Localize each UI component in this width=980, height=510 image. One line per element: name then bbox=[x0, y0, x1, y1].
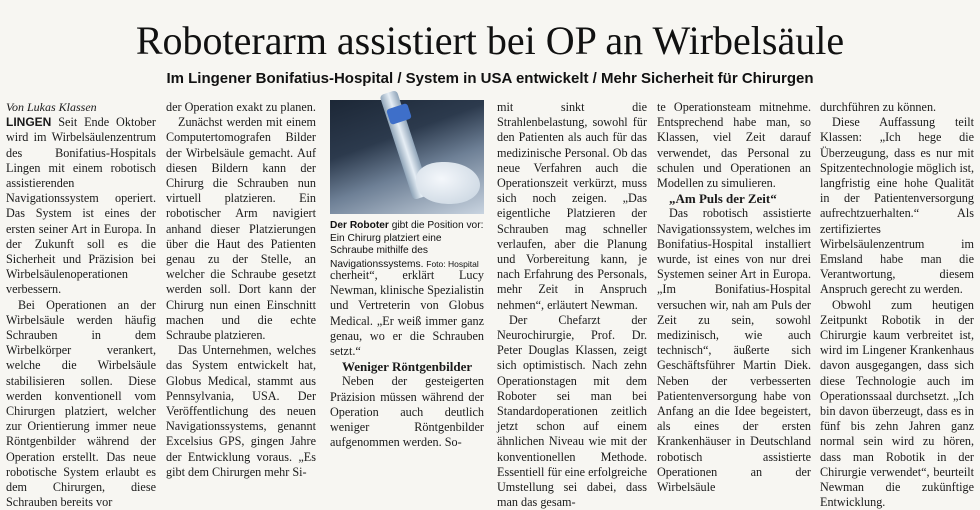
section-subtitle: „Am Puls der Zeit“ bbox=[669, 191, 777, 207]
paragraph: Das Unternehmen, welches das System entwickelt hat, Globus Medical, stammt aus Pennsylvania, USA. Der Veröffentlichung des neuen Navigationssystems, genannt Excelsius GPS, gingen Jahre der Entwicklung voraus. „Es gibt dem Chirurgen mehr Si- bbox=[166, 343, 316, 479]
paragraph: Der Chefarzt der Neurochirurgie, Prof. Dr. Peter Douglas Klassen, zeigt sich optimistisch. Nach zehn Operationstagen mit dem Roboter sei man bei Standardoperationen zeitlich jetzt schon auf einem ähnlichen Niveau wie mit der konventionellen Methode. Essentiell für eine erfolgreiche Umstellung sei dabei, dass man das gesam- bbox=[497, 312, 647, 510]
byline: Von Lukas Klassen bbox=[6, 100, 97, 114]
surgeon-glove-shape bbox=[416, 162, 480, 204]
paragraph: te Operationsteam mitnehme. Entsprechend habe man, so Klassen, viel Zeit darauf verwendet, das Personal zu schulen und Operationen an Modellen zu simulieren. bbox=[657, 100, 811, 191]
article-column-6 bbox=[820, 100, 975, 510]
paragraph: Bei Operationen an der Wirbelsäule werden häufig Schrauben in dem Wirbelkörper verankert, welche die Wirbelsäule stabilisieren sollen. Diese werden konventionell vom Chirurgen platziert, welcher zur Orientierung immer neue Röntgenbilder während der Operation erstellt. Das neue robotische System erlaubt es dem Chirurgen, diese Schrauben bereits vor bbox=[6, 297, 156, 510]
paragraph: Obwohl zum heutigen Zeitpunkt Robotik in der Chirurgie kaum verbreitet ist, wird im Lingener Krankenhaus davon ausgegangen, dass sich diese Technologie auch im Operationssaal durchsetzt. „Ich bin davon überzeugt, dass es in fünf bis zehn Jahren ganz normal sein wird zu hören, dass man Robotik in der Chirurgie verwendet“, beurteilt Newman die zukünftige Entwicklung. bbox=[820, 297, 974, 510]
photo-caption bbox=[330, 220, 484, 271]
dateline: LINGEN bbox=[6, 115, 52, 130]
paragraph: mit sinkt die Strahlenbelastung, sowohl für den Patienten als auch für das medizinische Personal. Ob das neue Verfahren auch die Operationszeit verkürzt, muss sich noch zeigen. „Das eigentliche Platzieren der Schrauben mag schneller verlaufen, aber die Planung und Vorbereitung kann, je nach Erfahrung des Personals, mehr Zeit in Anspruch nehmen“, erläutert Newman. bbox=[497, 100, 647, 312]
headline: Roboterarm assistiert bei OP an Wirbelsäule bbox=[135, 18, 845, 63]
paragraph: cherheit“, erklärt Lucy Newman, klinische Spezialistin und Vertreterin von Globus Medical. „Er weiß immer ganz genau, wo er die Schrauben setzt.“ bbox=[330, 268, 485, 359]
robot-arm-photo bbox=[330, 100, 484, 214]
article-column-2 bbox=[166, 100, 316, 479]
paragraph-text: Seit Ende Oktober wird im Wirbelsäulenzentrum des Bonifatius-Hospitals Lingen mit einem robotisch assistierenden Navigationssystem operiert. Das System ist eines der ersten seiner Art in Europa. In der Zukunft soll es die Sicherheit und Präzision bei Wirbelsäulenoperationen verbessern. bbox=[6, 115, 156, 297]
photo-credit: Foto: Hospital bbox=[426, 258, 479, 269]
article-column-4 bbox=[497, 100, 647, 510]
paragraph bbox=[6, 115, 156, 297]
paragraph: Zunächst werden mit einem Computertomografen Bilder der Wirbelsäule gemacht. Auf diesen Bildern kann der Chirurg die Schrauben nun virtuell platzieren. Ein robotischer Arm navigiert anhand dieser Platzierungen über die Haut des Patienten genau zu der Stelle, an welcher die Schraube gesetzt werden soll. Dort kann der Chirurg nun einen Einschnitt machen und die echte Schraube platzieren. bbox=[166, 115, 316, 343]
article-column-1 bbox=[6, 100, 156, 510]
paragraph: Neben der gesteigerten Präzision müssen während der Operation auch deutlich weniger Röntgenbilder aufgenommen werden. So- bbox=[330, 374, 484, 450]
article-column-5 bbox=[657, 100, 812, 495]
section-subtitle: Weniger Röntgenbilder bbox=[342, 359, 473, 375]
paragraph: Das robotisch assistierte Navigationssystem, welches im Bonifatius-Hospital installiert wurde, ist eines von nur drei Systemen seiner Art in Europa. „Im Bonifatius-Hospital versuchen wir, nah am Puls der Zeit zu sein, sowohl medizinisch, wie auch technisch“, äußerte sich Geschäftsführer Martin Diek. Neben der verbesserten Patientenversorgung habe von Anfang an die Idee begeistert, als eines der ersten Krankenhäuser in Deutschland robotisch assistierte Operationen an der Wirbelsäule bbox=[657, 206, 812, 495]
article-column-3 bbox=[330, 268, 484, 470]
paragraph: der Operation exakt zu planen. bbox=[166, 100, 316, 114]
subheadline: Im Lingener Bonifatius-Hospital / System in USA entwickelt / Mehr Sicherheit für Chirurgen bbox=[166, 70, 814, 87]
paragraph: durchführen zu können. bbox=[820, 100, 937, 114]
paragraph: Diese Auffassung teilt Klassen: „Ich hege die Überzeugung, dass es nur mit Spitzentechnologie möglich ist, langfristig eine hohe Qualität in der Patientenversorgung aufrechtzuerhalten.“ Als zertifiziertes Wirbelsäulenzentrum im Emsland habe man die Verantwortung, diesem Anspruch gerecht zu werden. bbox=[820, 115, 975, 297]
caption-lead: Der Roboter bbox=[330, 220, 389, 231]
caption-text: gibt die Position vor: Ein Chirurg platziert eine Schraube mithilfe des Navigationssystems. bbox=[330, 220, 484, 270]
